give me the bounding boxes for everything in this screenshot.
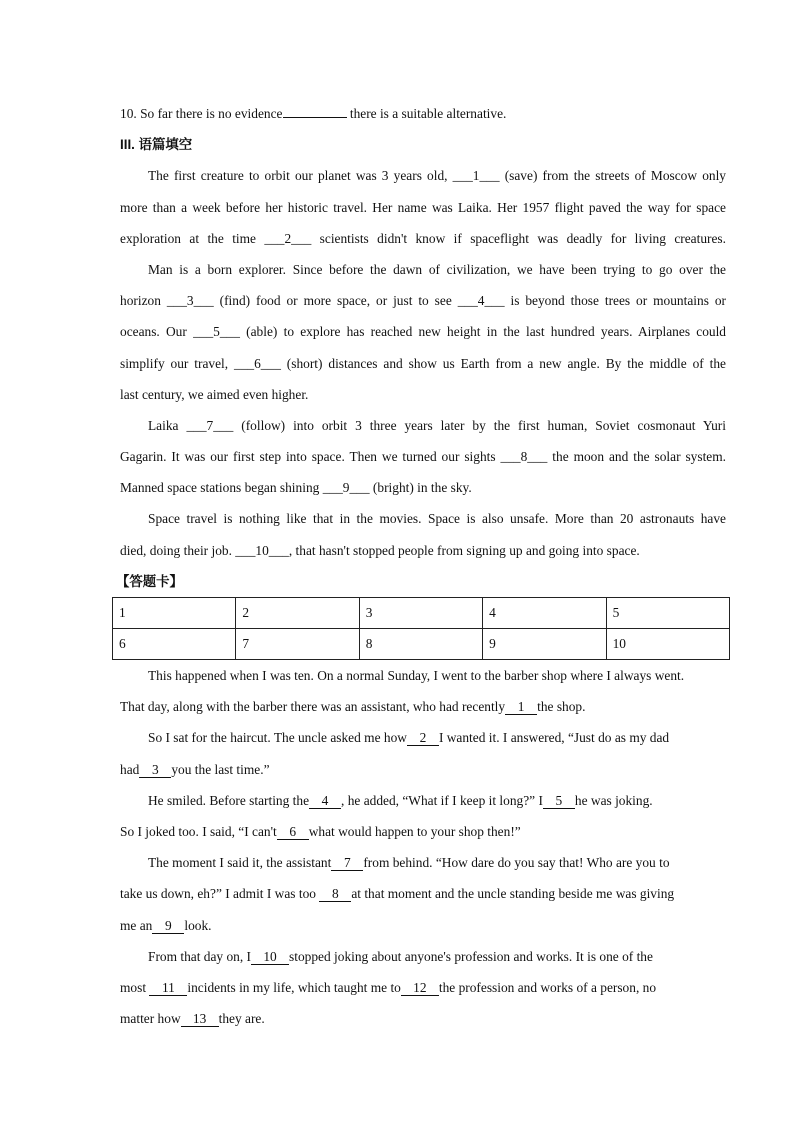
passage-text: the moon and the solar system. bbox=[547, 449, 726, 465]
passage-text: I wanted it. I answered, “Just do as my dad bbox=[438, 730, 670, 746]
passage-text: The moment I said it, the assistant bbox=[148, 855, 332, 871]
passage-line bbox=[120, 754, 726, 785]
blank-number: 3 bbox=[139, 762, 171, 778]
passage-text: what would happen to your shop then!” bbox=[308, 823, 521, 839]
answer-cell[interactable]: 8 bbox=[359, 629, 482, 660]
answer-cell[interactable]: 7 bbox=[236, 629, 359, 660]
passage-text: at that moment and the uncle standing beside me was giving bbox=[351, 886, 675, 902]
question-10 bbox=[120, 98, 726, 129]
passage-line bbox=[120, 691, 726, 722]
blank-number: 11 bbox=[149, 980, 187, 996]
passage-text: ___5___ bbox=[193, 324, 240, 340]
passage-text: (save) from the streets of Moscow only bbox=[499, 168, 726, 184]
passage-2 bbox=[120, 660, 726, 1034]
blank-number: 10 bbox=[251, 949, 289, 965]
passage-line bbox=[120, 441, 726, 472]
q10-blank bbox=[283, 105, 347, 118]
passage-line bbox=[120, 785, 726, 816]
passage-line bbox=[120, 379, 726, 410]
passage-line bbox=[120, 910, 726, 941]
passage-line bbox=[120, 410, 726, 441]
passage-text: He smiled. Before starting the bbox=[148, 792, 310, 808]
passage-text: ___3___ bbox=[166, 293, 214, 309]
passage-text: That day, along with the barber there was an assistant, who had recently bbox=[120, 699, 506, 715]
answer-cell[interactable]: 2 bbox=[236, 598, 359, 629]
blank-number: 7 bbox=[331, 855, 363, 871]
passage-text: incidents in my life, which taught me to bbox=[187, 979, 401, 995]
passage-text: Laika bbox=[148, 417, 187, 433]
blank-number: 13 bbox=[181, 1011, 219, 1027]
passage-text: From that day on, I bbox=[148, 948, 252, 964]
passage-text: ___2___ bbox=[264, 230, 312, 246]
passage-text: they are. bbox=[218, 1011, 265, 1027]
answer-card-table bbox=[112, 597, 730, 660]
passage-text: scientists didn't know if spaceflight was deadly for living creatures. bbox=[311, 230, 726, 246]
passage-text: ___6___ bbox=[234, 355, 281, 371]
passage-text: Gagarin. It was our first step into space. Then we turned our sights bbox=[120, 449, 501, 465]
passage-text: stopped joking about anyone's profession and works. It is one of the bbox=[289, 948, 653, 964]
passage-line bbox=[120, 254, 726, 285]
passage-text: ___1___ bbox=[452, 168, 500, 184]
passage-text: he was joking. bbox=[574, 792, 653, 808]
passage-text: exploration at the time bbox=[120, 230, 265, 246]
passage-text: (short) distances and show us Earth from a new angle. By the middle of the bbox=[280, 355, 726, 371]
passage-text: Man is a born explorer. Since before the dawn of civilization, we have been trying to go over the bbox=[148, 261, 726, 277]
passage-text: , he added, “What if I keep it long?” I bbox=[341, 792, 543, 808]
passage-line bbox=[120, 316, 726, 347]
blank-number: 2 bbox=[407, 730, 439, 746]
blank-number: 6 bbox=[277, 824, 309, 840]
passage-line bbox=[120, 472, 726, 503]
answer-cell[interactable]: 1 bbox=[113, 598, 236, 629]
passage-text: The first creature to orbit our planet was 3 years old, bbox=[148, 168, 453, 184]
passage-text: from behind. “How dare do you say that! Who are you to bbox=[363, 855, 670, 871]
passage-text: take us down, eh?” I admit I was too bbox=[120, 886, 320, 902]
passage-text: had bbox=[120, 761, 140, 777]
passage-line bbox=[120, 722, 726, 753]
passage-line bbox=[120, 503, 726, 534]
passage-line bbox=[120, 847, 726, 878]
section-heading: III. 语篇填空 bbox=[120, 137, 193, 153]
passage-text: , that hasn't stopped people from signing up and going into space. bbox=[288, 542, 640, 558]
passage-text: is beyond those trees or mountains or bbox=[504, 293, 726, 309]
blank-number: 4 bbox=[309, 793, 341, 809]
passage-line bbox=[120, 348, 726, 379]
passage-text: (follow) into orbit 3 three years later by the first human, Soviet cosmonaut Yuri bbox=[233, 417, 726, 433]
passage-line bbox=[120, 160, 726, 191]
answer-cell[interactable]: 3 bbox=[359, 598, 482, 629]
passage-line bbox=[120, 1003, 726, 1034]
passage-text: look. bbox=[184, 917, 212, 933]
passage-text: oceans. Our bbox=[120, 324, 194, 340]
passage-text: This happened when I was ten. On a normal Sunday, I went to the barber shop where I always went. bbox=[148, 668, 685, 683]
passage-text: the profession and works of a person, no bbox=[438, 979, 657, 995]
blank-number: 9 bbox=[152, 918, 184, 934]
passage-line bbox=[120, 192, 726, 223]
answer-card-row bbox=[113, 598, 730, 629]
passage-text: ___9___ bbox=[322, 480, 370, 496]
passage-text: horizon bbox=[120, 293, 167, 309]
passage-text: ___4___ bbox=[457, 293, 505, 309]
passage-line bbox=[120, 285, 726, 316]
answer-card-row bbox=[113, 629, 730, 660]
answer-cell[interactable]: 10 bbox=[606, 629, 729, 660]
passage-line bbox=[120, 660, 726, 691]
passage-line bbox=[120, 878, 726, 909]
document-page bbox=[116, 98, 727, 1034]
blank-number: 8 bbox=[319, 886, 351, 902]
passage-text: died, doing their job. bbox=[120, 542, 236, 558]
blank-number: 1 bbox=[505, 699, 537, 715]
passage-text: you the last time.” bbox=[171, 761, 270, 777]
answer-cell[interactable]: 5 bbox=[606, 598, 729, 629]
passage-line bbox=[120, 972, 726, 1003]
passage-text: more than a week before her historic travel. Her name was Laika. Her 1957 flight paved the way for space bbox=[120, 199, 726, 215]
answer-cell[interactable]: 4 bbox=[483, 598, 606, 629]
passage-text: ___8___ bbox=[500, 449, 548, 465]
passage-text: ___10___ bbox=[235, 542, 289, 558]
answer-cell[interactable]: 6 bbox=[113, 629, 236, 660]
passage-text: the shop. bbox=[537, 699, 586, 715]
passage-text: Manned space stations began shining bbox=[120, 480, 323, 496]
passage-line bbox=[120, 816, 726, 847]
answer-card-title: 【答题卡】 bbox=[116, 573, 183, 589]
passage-text: So I sat for the haircut. The uncle asked me how bbox=[148, 730, 407, 746]
passage-text: last century, we aimed even higher. bbox=[120, 386, 309, 402]
passage-text: So I joked too. I said, “I can't bbox=[120, 823, 277, 839]
passage-text: (bright) in the sky. bbox=[369, 480, 472, 496]
passage-1 bbox=[120, 160, 726, 565]
blank-number: 5 bbox=[543, 793, 575, 809]
passage-line bbox=[120, 941, 726, 972]
passage-text: me an bbox=[120, 917, 153, 933]
q10-text-before: 10. So far there is no evidence bbox=[120, 106, 283, 121]
passage-text: ___7___ bbox=[186, 417, 234, 433]
passage-text: most bbox=[120, 979, 150, 995]
passage-line bbox=[120, 535, 726, 566]
passage-text: simplify our travel, bbox=[120, 355, 235, 371]
passage-text: (find) food or more space, or just to see bbox=[213, 293, 458, 309]
passage-text: (able) to explore has reached new height in the last hundred years. Airplanes could bbox=[239, 324, 727, 340]
answer-cell[interactable]: 9 bbox=[483, 629, 606, 660]
passage-line bbox=[120, 223, 726, 254]
q10-text-after: there is a suitable alternative. bbox=[346, 106, 507, 121]
passage-text: Space travel is nothing like that in the movies. Space is also unsafe. More than 20 astronauts have bbox=[148, 511, 726, 527]
blank-number: 12 bbox=[401, 980, 439, 996]
passage-text: matter how bbox=[120, 1011, 181, 1027]
